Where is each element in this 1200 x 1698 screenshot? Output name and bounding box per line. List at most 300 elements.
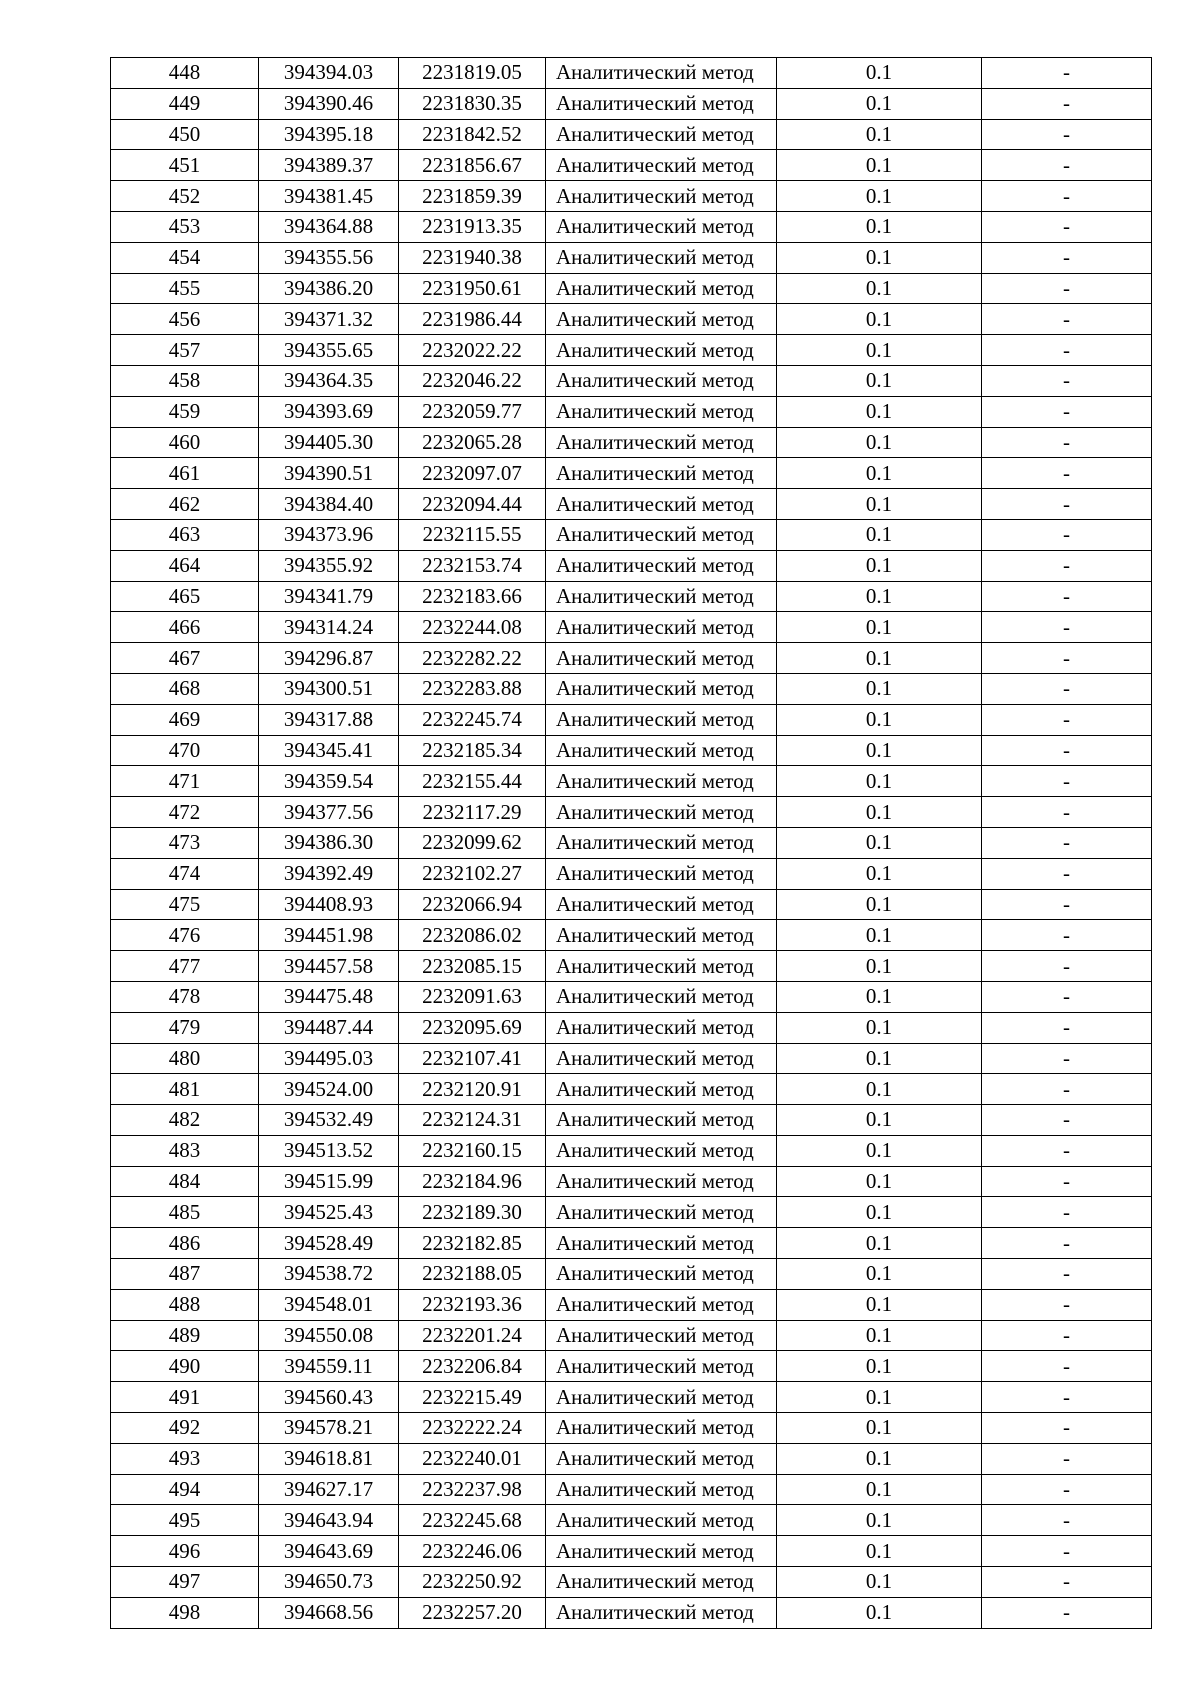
y-coordinate-cell: 2232182.85 (399, 1228, 546, 1259)
table-row (111, 365, 1152, 396)
description-cell: - (982, 458, 1152, 489)
accuracy-cell: 0.1 (777, 304, 982, 335)
method-cell: Аналитический метод (546, 58, 777, 89)
y-coordinate-cell: 2232237.98 (399, 1474, 546, 1505)
description-cell: - (982, 1567, 1152, 1598)
x-coordinate-cell: 394408.93 (259, 889, 399, 920)
method-cell: Аналитический метод (546, 1351, 777, 1382)
accuracy-cell: 0.1 (777, 1351, 982, 1382)
table-row (111, 673, 1152, 704)
y-coordinate-cell: 2232066.94 (399, 889, 546, 920)
point-number-cell: 477 (111, 951, 259, 982)
description-cell: - (982, 797, 1152, 828)
description-cell: - (982, 1382, 1152, 1413)
description-cell: - (982, 1259, 1152, 1290)
method-cell: Аналитический метод (546, 920, 777, 951)
x-coordinate-cell: 394364.88 (259, 211, 399, 242)
description-cell: - (982, 1135, 1152, 1166)
description-cell: - (982, 550, 1152, 581)
description-cell: - (982, 766, 1152, 797)
y-coordinate-cell: 2232257.20 (399, 1597, 546, 1628)
method-cell: Аналитический метод (546, 1597, 777, 1628)
method-cell: Аналитический метод (546, 1074, 777, 1105)
y-coordinate-cell: 2231842.52 (399, 119, 546, 150)
x-coordinate-cell: 394296.87 (259, 643, 399, 674)
point-number-cell: 467 (111, 643, 259, 674)
method-cell: Аналитический метод (546, 88, 777, 119)
description-cell: - (982, 920, 1152, 951)
description-cell: - (982, 335, 1152, 366)
coordinates-table (110, 57, 1152, 1629)
table-row (111, 1166, 1152, 1197)
table-row (111, 1413, 1152, 1444)
x-coordinate-cell: 394389.37 (259, 150, 399, 181)
table-row (111, 1135, 1152, 1166)
accuracy-cell: 0.1 (777, 58, 982, 89)
description-cell: - (982, 643, 1152, 674)
table-row (111, 304, 1152, 335)
y-coordinate-cell: 2232099.62 (399, 827, 546, 858)
table-row (111, 797, 1152, 828)
y-coordinate-cell: 2232091.63 (399, 981, 546, 1012)
y-coordinate-cell: 2232102.27 (399, 858, 546, 889)
x-coordinate-cell: 394668.56 (259, 1597, 399, 1628)
description-cell: - (982, 858, 1152, 889)
accuracy-cell: 0.1 (777, 581, 982, 612)
accuracy-cell: 0.1 (777, 673, 982, 704)
accuracy-cell: 0.1 (777, 396, 982, 427)
method-cell: Аналитический метод (546, 1567, 777, 1598)
y-coordinate-cell: 2232282.22 (399, 643, 546, 674)
table-row (111, 396, 1152, 427)
point-number-cell: 496 (111, 1536, 259, 1567)
x-coordinate-cell: 394345.41 (259, 735, 399, 766)
point-number-cell: 474 (111, 858, 259, 889)
accuracy-cell: 0.1 (777, 827, 982, 858)
accuracy-cell: 0.1 (777, 1228, 982, 1259)
table-row (111, 550, 1152, 581)
accuracy-cell: 0.1 (777, 704, 982, 735)
x-coordinate-cell: 394451.98 (259, 920, 399, 951)
accuracy-cell: 0.1 (777, 1289, 982, 1320)
method-cell: Аналитический метод (546, 1166, 777, 1197)
description-cell: - (982, 150, 1152, 181)
description-cell: - (982, 396, 1152, 427)
x-coordinate-cell: 394618.81 (259, 1443, 399, 1474)
point-number-cell: 490 (111, 1351, 259, 1382)
point-number-cell: 480 (111, 1043, 259, 1074)
table-row (111, 951, 1152, 982)
table-row (111, 1043, 1152, 1074)
point-number-cell: 469 (111, 704, 259, 735)
x-coordinate-cell: 394457.58 (259, 951, 399, 982)
x-coordinate-cell: 394392.49 (259, 858, 399, 889)
table-row (111, 1382, 1152, 1413)
description-cell: - (982, 1074, 1152, 1105)
y-coordinate-cell: 2232107.41 (399, 1043, 546, 1074)
method-cell: Аналитический метод (546, 489, 777, 520)
table-row (111, 88, 1152, 119)
method-cell: Аналитический метод (546, 458, 777, 489)
method-cell: Аналитический метод (546, 273, 777, 304)
y-coordinate-cell: 2232085.15 (399, 951, 546, 982)
x-coordinate-cell: 394390.46 (259, 88, 399, 119)
method-cell: Аналитический метод (546, 1382, 777, 1413)
description-cell: - (982, 1505, 1152, 1536)
y-coordinate-cell: 2232246.06 (399, 1536, 546, 1567)
x-coordinate-cell: 394559.11 (259, 1351, 399, 1382)
table-row (111, 1012, 1152, 1043)
x-coordinate-cell: 394390.51 (259, 458, 399, 489)
method-cell: Аналитический метод (546, 704, 777, 735)
point-number-cell: 471 (111, 766, 259, 797)
x-coordinate-cell: 394355.56 (259, 242, 399, 273)
method-cell: Аналитический метод (546, 242, 777, 273)
accuracy-cell: 0.1 (777, 1105, 982, 1136)
accuracy-cell: 0.1 (777, 643, 982, 674)
x-coordinate-cell: 394550.08 (259, 1320, 399, 1351)
description-cell: - (982, 1320, 1152, 1351)
point-number-cell: 457 (111, 335, 259, 366)
point-number-cell: 484 (111, 1166, 259, 1197)
description-cell: - (982, 1228, 1152, 1259)
accuracy-cell: 0.1 (777, 88, 982, 119)
y-coordinate-cell: 2232097.07 (399, 458, 546, 489)
table-row (111, 427, 1152, 458)
accuracy-cell: 0.1 (777, 489, 982, 520)
x-coordinate-cell: 394538.72 (259, 1259, 399, 1290)
description-cell: - (982, 951, 1152, 982)
x-coordinate-cell: 394359.54 (259, 766, 399, 797)
accuracy-cell: 0.1 (777, 1597, 982, 1628)
x-coordinate-cell: 394578.21 (259, 1413, 399, 1444)
description-cell: - (982, 211, 1152, 242)
description-cell: - (982, 365, 1152, 396)
point-number-cell: 478 (111, 981, 259, 1012)
point-number-cell: 493 (111, 1443, 259, 1474)
method-cell: Аналитический метод (546, 1413, 777, 1444)
method-cell: Аналитический метод (546, 1289, 777, 1320)
accuracy-cell: 0.1 (777, 211, 982, 242)
coordinates-table-body (111, 58, 1152, 1629)
table-row (111, 704, 1152, 735)
point-number-cell: 468 (111, 673, 259, 704)
method-cell: Аналитический метод (546, 951, 777, 982)
x-coordinate-cell: 394384.40 (259, 489, 399, 520)
point-number-cell: 453 (111, 211, 259, 242)
y-coordinate-cell: 2231819.05 (399, 58, 546, 89)
table-row (111, 211, 1152, 242)
table-row (111, 181, 1152, 212)
table-row (111, 1228, 1152, 1259)
table-row (111, 335, 1152, 366)
point-number-cell: 476 (111, 920, 259, 951)
x-coordinate-cell: 394487.44 (259, 1012, 399, 1043)
x-coordinate-cell: 394627.17 (259, 1474, 399, 1505)
point-number-cell: 492 (111, 1413, 259, 1444)
x-coordinate-cell: 394532.49 (259, 1105, 399, 1136)
point-number-cell: 495 (111, 1505, 259, 1536)
method-cell: Аналитический метод (546, 550, 777, 581)
table-row (111, 1197, 1152, 1228)
description-cell: - (982, 1043, 1152, 1074)
method-cell: Аналитический метод (546, 181, 777, 212)
y-coordinate-cell: 2232183.66 (399, 581, 546, 612)
x-coordinate-cell: 394475.48 (259, 981, 399, 1012)
y-coordinate-cell: 2232153.74 (399, 550, 546, 581)
description-cell: - (982, 119, 1152, 150)
y-coordinate-cell: 2232115.55 (399, 519, 546, 550)
y-coordinate-cell: 2232250.92 (399, 1567, 546, 1598)
description-cell: - (982, 704, 1152, 735)
y-coordinate-cell: 2231856.67 (399, 150, 546, 181)
accuracy-cell: 0.1 (777, 1166, 982, 1197)
table-row (111, 1443, 1152, 1474)
y-coordinate-cell: 2232184.96 (399, 1166, 546, 1197)
method-cell: Аналитический метод (546, 889, 777, 920)
x-coordinate-cell: 394317.88 (259, 704, 399, 735)
method-cell: Аналитический метод (546, 519, 777, 550)
x-coordinate-cell: 394524.00 (259, 1074, 399, 1105)
accuracy-cell: 0.1 (777, 766, 982, 797)
x-coordinate-cell: 394393.69 (259, 396, 399, 427)
method-cell: Аналитический метод (546, 335, 777, 366)
table-row (111, 242, 1152, 273)
accuracy-cell: 0.1 (777, 1567, 982, 1598)
accuracy-cell: 0.1 (777, 1320, 982, 1351)
table-row (111, 612, 1152, 643)
method-cell: Аналитический метод (546, 735, 777, 766)
table-row (111, 1105, 1152, 1136)
table-row (111, 1474, 1152, 1505)
table-row (111, 766, 1152, 797)
description-cell: - (982, 612, 1152, 643)
accuracy-cell: 0.1 (777, 273, 982, 304)
x-coordinate-cell: 394643.69 (259, 1536, 399, 1567)
description-cell: - (982, 735, 1152, 766)
point-number-cell: 482 (111, 1105, 259, 1136)
description-cell: - (982, 1105, 1152, 1136)
method-cell: Аналитический метод (546, 427, 777, 458)
point-number-cell: 483 (111, 1135, 259, 1166)
accuracy-cell: 0.1 (777, 1474, 982, 1505)
accuracy-cell: 0.1 (777, 920, 982, 951)
point-number-cell: 459 (111, 396, 259, 427)
description-cell: - (982, 1012, 1152, 1043)
point-number-cell: 488 (111, 1289, 259, 1320)
description-cell: - (982, 1166, 1152, 1197)
method-cell: Аналитический метод (546, 643, 777, 674)
accuracy-cell: 0.1 (777, 519, 982, 550)
method-cell: Аналитический метод (546, 396, 777, 427)
accuracy-cell: 0.1 (777, 951, 982, 982)
description-cell: - (982, 273, 1152, 304)
y-coordinate-cell: 2231859.39 (399, 181, 546, 212)
table-row (111, 735, 1152, 766)
method-cell: Аналитический метод (546, 1105, 777, 1136)
x-coordinate-cell: 394525.43 (259, 1197, 399, 1228)
description-cell: - (982, 1536, 1152, 1567)
y-coordinate-cell: 2232215.49 (399, 1382, 546, 1413)
point-number-cell: 475 (111, 889, 259, 920)
accuracy-cell: 0.1 (777, 1413, 982, 1444)
method-cell: Аналитический метод (546, 766, 777, 797)
point-number-cell: 458 (111, 365, 259, 396)
x-coordinate-cell: 394371.32 (259, 304, 399, 335)
description-cell: - (982, 181, 1152, 212)
y-coordinate-cell: 2232094.44 (399, 489, 546, 520)
x-coordinate-cell: 394495.03 (259, 1043, 399, 1074)
point-number-cell: 491 (111, 1382, 259, 1413)
description-cell: - (982, 1413, 1152, 1444)
point-number-cell: 448 (111, 58, 259, 89)
table-row (111, 458, 1152, 489)
x-coordinate-cell: 394364.35 (259, 365, 399, 396)
table-row (111, 981, 1152, 1012)
method-cell: Аналитический метод (546, 1320, 777, 1351)
y-coordinate-cell: 2232086.02 (399, 920, 546, 951)
x-coordinate-cell: 394515.99 (259, 1166, 399, 1197)
accuracy-cell: 0.1 (777, 1505, 982, 1536)
description-cell: - (982, 242, 1152, 273)
point-number-cell: 497 (111, 1567, 259, 1598)
description-cell: - (982, 489, 1152, 520)
y-coordinate-cell: 2231830.35 (399, 88, 546, 119)
point-number-cell: 494 (111, 1474, 259, 1505)
method-cell: Аналитический метод (546, 1012, 777, 1043)
method-cell: Аналитический метод (546, 1197, 777, 1228)
point-number-cell: 470 (111, 735, 259, 766)
method-cell: Аналитический метод (546, 797, 777, 828)
x-coordinate-cell: 394355.92 (259, 550, 399, 581)
x-coordinate-cell: 394548.01 (259, 1289, 399, 1320)
x-coordinate-cell: 394395.18 (259, 119, 399, 150)
description-cell: - (982, 1197, 1152, 1228)
method-cell: Аналитический метод (546, 1536, 777, 1567)
y-coordinate-cell: 2232124.31 (399, 1105, 546, 1136)
method-cell: Аналитический метод (546, 150, 777, 181)
accuracy-cell: 0.1 (777, 1074, 982, 1105)
method-cell: Аналитический метод (546, 858, 777, 889)
table-row (111, 1074, 1152, 1105)
accuracy-cell: 0.1 (777, 150, 982, 181)
y-coordinate-cell: 2232188.05 (399, 1259, 546, 1290)
y-coordinate-cell: 2232022.22 (399, 335, 546, 366)
y-coordinate-cell: 2232095.69 (399, 1012, 546, 1043)
table-row (111, 119, 1152, 150)
description-cell: - (982, 1443, 1152, 1474)
method-cell: Аналитический метод (546, 1474, 777, 1505)
accuracy-cell: 0.1 (777, 797, 982, 828)
x-coordinate-cell: 394405.30 (259, 427, 399, 458)
y-coordinate-cell: 2232120.91 (399, 1074, 546, 1105)
table-row (111, 827, 1152, 858)
method-cell: Аналитический метод (546, 365, 777, 396)
accuracy-cell: 0.1 (777, 1536, 982, 1567)
method-cell: Аналитический метод (546, 304, 777, 335)
point-number-cell: 485 (111, 1197, 259, 1228)
y-coordinate-cell: 2231913.35 (399, 211, 546, 242)
accuracy-cell: 0.1 (777, 858, 982, 889)
y-coordinate-cell: 2232046.22 (399, 365, 546, 396)
y-coordinate-cell: 2232160.15 (399, 1135, 546, 1166)
table-row (111, 1536, 1152, 1567)
description-cell: - (982, 1597, 1152, 1628)
point-number-cell: 450 (111, 119, 259, 150)
accuracy-cell: 0.1 (777, 889, 982, 920)
point-number-cell: 461 (111, 458, 259, 489)
y-coordinate-cell: 2232155.44 (399, 766, 546, 797)
accuracy-cell: 0.1 (777, 1043, 982, 1074)
point-number-cell: 481 (111, 1074, 259, 1105)
x-coordinate-cell: 394373.96 (259, 519, 399, 550)
method-cell: Аналитический метод (546, 1043, 777, 1074)
y-coordinate-cell: 2232244.08 (399, 612, 546, 643)
method-cell: Аналитический метод (546, 827, 777, 858)
y-coordinate-cell: 2232283.88 (399, 673, 546, 704)
method-cell: Аналитический метод (546, 1259, 777, 1290)
description-cell: - (982, 58, 1152, 89)
method-cell: Аналитический метод (546, 612, 777, 643)
x-coordinate-cell: 394386.30 (259, 827, 399, 858)
accuracy-cell: 0.1 (777, 1135, 982, 1166)
table-row (111, 58, 1152, 89)
x-coordinate-cell: 394394.03 (259, 58, 399, 89)
y-coordinate-cell: 2232193.36 (399, 1289, 546, 1320)
y-coordinate-cell: 2232222.24 (399, 1413, 546, 1444)
x-coordinate-cell: 394643.94 (259, 1505, 399, 1536)
point-number-cell: 464 (111, 550, 259, 581)
description-cell: - (982, 827, 1152, 858)
point-number-cell: 465 (111, 581, 259, 612)
y-coordinate-cell: 2232185.34 (399, 735, 546, 766)
table-row (111, 1505, 1152, 1536)
point-number-cell: 454 (111, 242, 259, 273)
description-cell: - (982, 1351, 1152, 1382)
y-coordinate-cell: 2232206.84 (399, 1351, 546, 1382)
point-number-cell: 487 (111, 1259, 259, 1290)
x-coordinate-cell: 394300.51 (259, 673, 399, 704)
point-number-cell: 479 (111, 1012, 259, 1043)
accuracy-cell: 0.1 (777, 981, 982, 1012)
x-coordinate-cell: 394377.56 (259, 797, 399, 828)
accuracy-cell: 0.1 (777, 550, 982, 581)
point-number-cell: 456 (111, 304, 259, 335)
point-number-cell: 466 (111, 612, 259, 643)
accuracy-cell: 0.1 (777, 1012, 982, 1043)
method-cell: Аналитический метод (546, 673, 777, 704)
method-cell: Аналитический метод (546, 119, 777, 150)
point-number-cell: 486 (111, 1228, 259, 1259)
y-coordinate-cell: 2231950.61 (399, 273, 546, 304)
accuracy-cell: 0.1 (777, 119, 982, 150)
table-row (111, 1259, 1152, 1290)
y-coordinate-cell: 2232201.24 (399, 1320, 546, 1351)
point-number-cell: 460 (111, 427, 259, 458)
point-number-cell: 462 (111, 489, 259, 520)
description-cell: - (982, 88, 1152, 119)
point-number-cell: 455 (111, 273, 259, 304)
table-row (111, 858, 1152, 889)
description-cell: - (982, 581, 1152, 612)
y-coordinate-cell: 2231940.38 (399, 242, 546, 273)
y-coordinate-cell: 2231986.44 (399, 304, 546, 335)
accuracy-cell: 0.1 (777, 735, 982, 766)
description-cell: - (982, 427, 1152, 458)
x-coordinate-cell: 394650.73 (259, 1567, 399, 1598)
accuracy-cell: 0.1 (777, 1382, 982, 1413)
method-cell: Аналитический метод (546, 211, 777, 242)
